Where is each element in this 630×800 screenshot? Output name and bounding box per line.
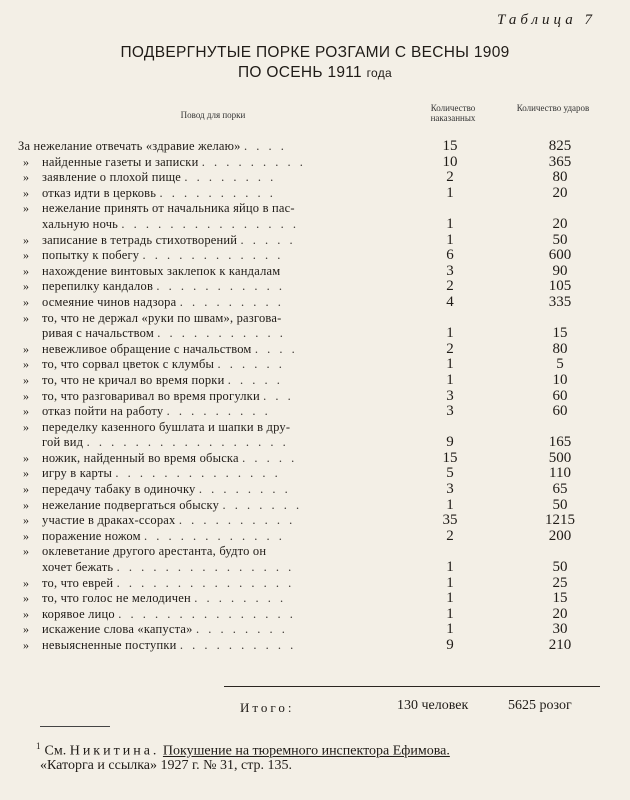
row-lashes-count: 105: [548, 278, 572, 295]
row-reason: [42, 451, 397, 467]
table-row: [0, 295, 630, 311]
ditto-mark: »: [23, 201, 29, 216]
total-label: Итого:: [240, 700, 295, 715]
row-punished-count: 1: [446, 371, 454, 388]
row-reason: [42, 513, 397, 529]
row-punished-count: 10: [442, 153, 458, 170]
row-lashes-count: 600: [548, 247, 572, 264]
dot-leader: . . . . .: [227, 372, 283, 387]
total-people: 130 человек: [397, 698, 469, 713]
table-row: [0, 544, 630, 560]
row-reason-text: игру в карты: [42, 466, 113, 481]
row-punished-count: 1: [446, 231, 454, 248]
title-main: ПО ОСЕНЬ 1911: [237, 64, 362, 81]
row-lashes-count: 1215: [545, 512, 575, 529]
row-punished-count: 1: [446, 574, 454, 591]
dot-leader: . . . . . . . . .: [166, 404, 271, 419]
row-reason-text: то, что еврей: [42, 575, 114, 590]
row-punished-count: 35: [442, 512, 458, 529]
table-row: [0, 591, 630, 607]
row-reason-text: попытку к побегу: [42, 248, 140, 263]
row-reason: [42, 295, 397, 311]
table-row: [0, 155, 630, 171]
ditto-mark: »: [23, 185, 29, 200]
row-punished-count: 5: [446, 465, 454, 482]
total-rule: [224, 686, 600, 687]
title-year-word: года: [366, 66, 392, 80]
row-lashes-count: 500: [548, 449, 572, 466]
table-row: [0, 482, 630, 498]
row-reason: [42, 373, 397, 389]
row-reason: [42, 233, 397, 249]
dot-leader: . . .: [263, 388, 294, 403]
dot-leader: . . . . . . . . . . . . . .: [115, 466, 281, 481]
row-reason-text: переделку казенного бушлата и шапки в дру-: [42, 419, 291, 434]
row-reason: [42, 155, 397, 171]
ditto-mark: »: [23, 450, 29, 465]
row-punished-count: 6: [446, 247, 454, 264]
row-lashes-count: 15: [552, 590, 568, 607]
row-punished-count: 4: [446, 293, 454, 310]
table-row: [0, 201, 630, 217]
table-row: [0, 248, 630, 264]
row-lashes-count: 365: [548, 153, 572, 170]
dot-leader: . . . . . . . .: [184, 170, 277, 185]
row-punished-count: 1: [446, 590, 454, 607]
row-reason-text: ножик, найденный во время обыска: [42, 450, 239, 465]
table-row: [0, 170, 630, 186]
row-punished-count: 1: [446, 496, 454, 513]
row-reason: [42, 170, 397, 186]
ditto-mark: »: [23, 419, 29, 434]
dot-leader: . . . . . . . . . . . . . . .: [116, 560, 295, 575]
table-row: [0, 435, 630, 451]
table-title-line2: [0, 64, 630, 82]
footnote-marker: 1: [36, 741, 41, 751]
row-lashes-count: 60: [552, 403, 568, 420]
row-lashes-count: 20: [552, 605, 568, 622]
row-reason: [18, 139, 397, 155]
row-reason: [42, 435, 397, 451]
row-reason: [42, 622, 397, 638]
table-row: [0, 139, 630, 155]
table-row: [0, 622, 630, 638]
ditto-mark: »: [23, 388, 29, 403]
table-row: [0, 451, 630, 467]
ditto-mark: »: [23, 497, 29, 512]
row-reason-text: записание в тетрадь стихотворений: [42, 232, 238, 247]
ditto-mark: »: [23, 466, 29, 481]
row-reason: [42, 638, 397, 654]
table-row: [0, 389, 630, 405]
row-reason-text: невыясненные поступки: [42, 638, 177, 652]
row-lashes-count: 60: [552, 387, 568, 404]
dot-leader: . . . . . .: [217, 357, 285, 372]
row-punished-count: 9: [446, 637, 454, 653]
row-reason: [42, 248, 397, 264]
row-reason: [42, 326, 397, 342]
row-reason-text: ривая с начальством: [42, 326, 154, 341]
row-reason-text: найденные газеты и записки: [42, 154, 199, 169]
row-reason-text: гой вид: [42, 435, 84, 450]
row-reason: [42, 591, 397, 607]
dot-leader: . . . .: [254, 341, 298, 356]
row-punished-count: 3: [446, 262, 454, 279]
table-row: [0, 217, 630, 233]
table-row: [0, 326, 630, 342]
footnote-see: См.: [44, 743, 67, 759]
ditto-mark: »: [23, 482, 29, 497]
dot-leader: . . . . . . . .: [195, 622, 288, 637]
row-lashes-count: 30: [552, 621, 568, 638]
row-reason: [42, 560, 397, 576]
header-reason: Повод для порки: [180, 110, 246, 120]
table-title-line1: ПОДВЕРГНУТЫЕ ПОРКЕ РОЗГАМИ С ВЕСНЫ 1909: [120, 44, 510, 61]
row-punished-count: 9: [446, 434, 454, 451]
row-reason: [42, 607, 397, 623]
table-row: [0, 373, 630, 389]
row-lashes-count: 165: [548, 434, 572, 451]
row-punished-count: 2: [446, 340, 454, 357]
ditto-mark: »: [23, 310, 29, 325]
table-row: [0, 607, 630, 623]
dot-leader: . . . . . . . .: [194, 591, 287, 606]
ditto-mark: »: [23, 232, 29, 247]
ditto-mark: »: [23, 528, 29, 543]
row-reason-text: отказ идти в церковь: [42, 185, 157, 200]
dot-leader: . . . . . . . . . . . . . . .: [121, 216, 300, 231]
row-lashes-count: 65: [552, 481, 568, 498]
row-punished-count: 1: [446, 621, 454, 638]
row-reason: [42, 482, 397, 498]
table-row: [0, 311, 630, 327]
dot-leader: . . . . .: [240, 232, 296, 247]
dot-leader: . . . . . . . . . . . . . . . . .: [86, 435, 289, 450]
row-reason-text: то, что сорвал цветок с клумбы: [42, 357, 215, 372]
header-punished: Количество наказанных: [430, 103, 476, 123]
row-lashes-count: 10: [552, 371, 568, 388]
ditto-mark: »: [23, 622, 29, 637]
dot-leader: . . . . . . . . . . .: [156, 279, 286, 294]
row-reason-text: передачу табаку в одиночку: [42, 482, 196, 497]
table-row: [0, 279, 630, 295]
row-lashes-count: 20: [552, 184, 568, 201]
row-punished-count: 2: [446, 278, 454, 295]
row-reason: [42, 389, 397, 405]
footnote-line2: «Каторга и ссылка» 1927 г. № 31, стр. 135.: [40, 758, 293, 773]
row-lashes-count: 80: [552, 169, 568, 186]
dot-leader: . . . . . . . . . . . .: [142, 248, 284, 263]
ditto-mark: »: [23, 294, 29, 309]
row-punished-count: 1: [446, 605, 454, 622]
row-punished-count: 1: [446, 325, 454, 342]
row-reason-text: хочет бежать: [42, 560, 114, 575]
ditto-mark: »: [23, 591, 29, 606]
row-lashes-count: 335: [548, 293, 572, 310]
row-punished-count: 2: [446, 169, 454, 186]
footnote-title: Покушение на тюремного инспектора Ефимова.: [162, 743, 450, 759]
row-reason-text: нежелание подвергаться обыску: [42, 497, 220, 512]
row-lashes-count: 200: [548, 527, 572, 544]
row-reason-text: то, что разговаривал во время прогулки: [42, 388, 260, 403]
dot-leader: . . . . . . . . . .: [179, 638, 297, 652]
dot-leader: . . . . . . . .: [198, 482, 291, 497]
row-reason-text: то, что голос не мелодичен: [42, 591, 191, 606]
row-punished-count: 3: [446, 387, 454, 404]
row-reason-text: то, что не кричал во время порки: [42, 372, 225, 387]
row-reason-text: оклеветание другого арестанта, будто он: [42, 544, 267, 559]
row-lashes-count: 50: [552, 496, 568, 513]
row-reason-text: поражение ножом: [42, 528, 141, 543]
dot-leader: . . . . . . . . . . .: [157, 326, 286, 341]
ditto-mark: »: [23, 638, 29, 652]
row-punished-count: 1: [446, 184, 454, 201]
dot-leader: . . . . . . .: [222, 497, 303, 512]
row-reason: [42, 529, 397, 545]
table-row: [0, 529, 630, 545]
row-reason-text: За нежелание отвечать «здравие желаю»: [18, 139, 241, 153]
footnote-author: Никитина.: [69, 743, 160, 759]
row-reason-text: невежливое обращение с начальством: [42, 341, 252, 356]
ditto-mark: »: [23, 263, 29, 278]
dot-leader: . . . . . . . . . . . . . . .: [118, 606, 296, 621]
table-row: [0, 342, 630, 358]
row-reason: [42, 186, 397, 202]
dot-leader: . . . . . . . . . .: [159, 185, 276, 200]
table-row: [0, 186, 630, 202]
row-lashes-count: 50: [552, 559, 568, 576]
row-lashes-count: 5: [556, 356, 564, 373]
table-row: [0, 264, 630, 280]
table-row: [0, 638, 630, 654]
row-lashes-count: 25: [552, 574, 568, 591]
row-reason-text: корявое лицо: [42, 606, 115, 621]
row-reason-text: нахождение винтовых заклепок к кандалам: [42, 263, 281, 278]
ditto-mark: »: [23, 279, 29, 294]
ditto-mark: »: [23, 248, 29, 263]
row-reason-text: перепилку кандалов: [42, 279, 154, 294]
ditto-mark: »: [23, 544, 29, 559]
table-row: [0, 466, 630, 482]
dot-leader: . . . . . . . . . .: [178, 513, 296, 528]
dot-leader: . . . . . . . . .: [201, 154, 306, 169]
row-reason: [42, 357, 397, 373]
row-lashes-count: 15: [552, 325, 568, 342]
row-punished-count: 1: [446, 215, 454, 232]
total-lashes: 5625 розог: [508, 698, 572, 713]
row-reason-text: то, что не держал «руки по швам», разгова-: [42, 310, 282, 325]
row-reason: [42, 279, 397, 295]
row-reason-text: отказ пойти на работу: [42, 404, 164, 419]
row-reason-text: нежелание принять от начальника яйцо в пас-: [42, 201, 295, 216]
row-punished-count: 3: [446, 403, 454, 420]
row-reason: [42, 264, 397, 280]
row-punished-count: 15: [442, 138, 458, 154]
row-reason: [42, 201, 397, 217]
ditto-mark: »: [23, 513, 29, 528]
ditto-mark: »: [23, 404, 29, 419]
row-lashes-count: 80: [552, 340, 568, 357]
dot-leader: . . . . . . . . . . . . . . .: [116, 575, 295, 590]
row-lashes-count: 20: [552, 215, 568, 232]
dot-leader: . . . . . . . . . . . .: [144, 528, 285, 543]
row-punished-count: 3: [446, 481, 454, 498]
ditto-mark: »: [23, 372, 29, 387]
table-body: [0, 139, 630, 654]
row-punished-count: 1: [446, 356, 454, 373]
ditto-mark: »: [23, 341, 29, 356]
row-lashes-count: 110: [549, 465, 571, 482]
row-reason-text: участие в драках-ссорах: [42, 513, 176, 528]
ditto-mark: »: [23, 357, 29, 372]
footnote-rule: [40, 726, 110, 727]
ditto-mark: »: [23, 575, 29, 590]
table-number: Таблица 7: [497, 12, 596, 28]
dot-leader: . . . . . . . . .: [179, 294, 284, 309]
table-row: [0, 513, 630, 529]
ditto-mark: »: [23, 170, 29, 185]
header-lashes: Количество ударов: [516, 103, 590, 113]
ditto-mark: »: [23, 154, 29, 169]
row-lashes-count: 825: [548, 138, 572, 154]
row-reason-text: заявление о плохой пище: [42, 170, 182, 185]
row-reason: [42, 498, 397, 514]
row-reason: [42, 217, 397, 233]
row-reason-text: осмеяние чинов надзора: [42, 294, 177, 309]
table-row: [0, 233, 630, 249]
table-row: [0, 420, 630, 436]
row-punished-count: 2: [446, 527, 454, 544]
row-punished-count: 15: [442, 449, 458, 466]
row-reason: [42, 404, 397, 420]
row-lashes-count: 50: [552, 231, 568, 248]
row-reason: [42, 342, 397, 358]
table-row: [0, 498, 630, 514]
row-punished-count: 1: [446, 559, 454, 576]
row-reason-text: хальную ночь: [42, 216, 119, 231]
row-reason: [42, 420, 397, 436]
table-row: [0, 404, 630, 420]
row-lashes-count: 210: [548, 637, 572, 653]
row-reason: [42, 576, 397, 592]
row-lashes-count: 90: [552, 262, 568, 279]
row-reason: [42, 466, 397, 482]
dot-leader: . . . .: [243, 139, 287, 153]
dot-leader: . . . . .: [242, 450, 298, 465]
row-reason: [42, 544, 397, 560]
table-row: [0, 560, 630, 576]
row-reason-text: искажение слова «капуста»: [42, 622, 193, 637]
row-reason: [42, 311, 397, 327]
ditto-mark: »: [23, 606, 29, 621]
table-row: [0, 576, 630, 592]
table-row: [0, 357, 630, 373]
